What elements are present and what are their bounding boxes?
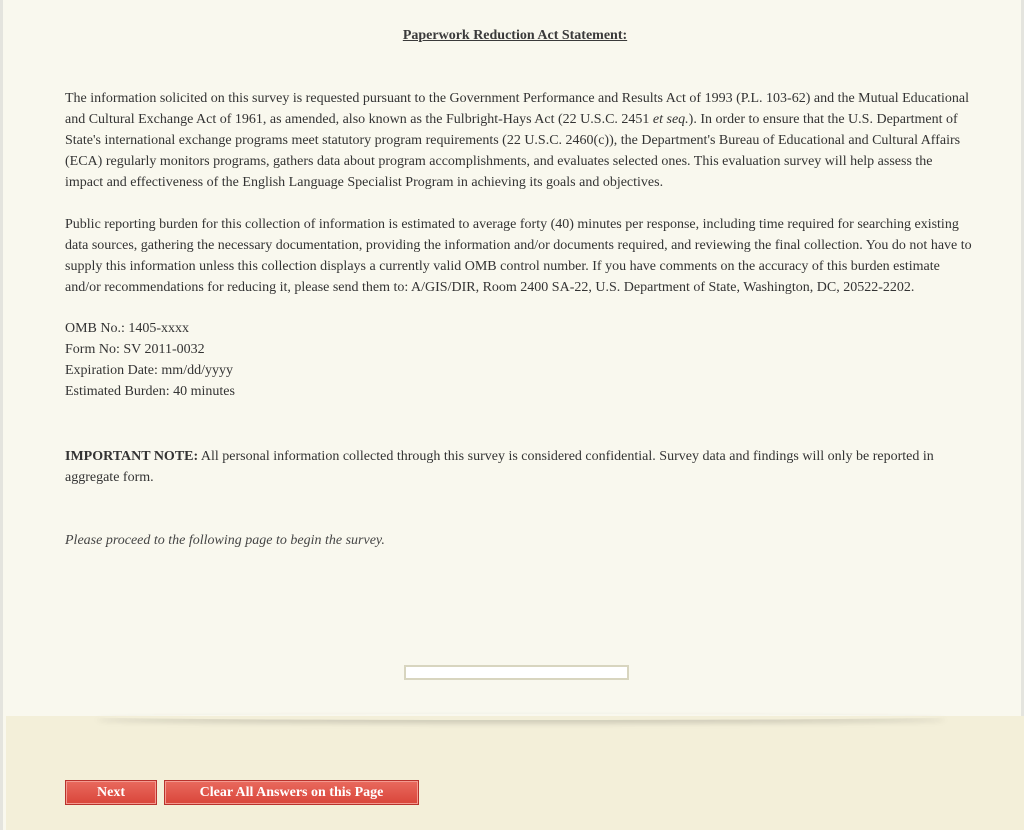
form-number: Form No: SV 2011-0032 — [65, 342, 205, 357]
survey-content — [3, 0, 1021, 716]
expiration-date: Expiration Date: mm/dd/yyyy — [65, 363, 233, 378]
clear-answers-button[interactable]: Clear All Answers on this Page — [164, 780, 419, 805]
form-info-block — [65, 318, 973, 402]
paragraph1-italic: et seq. — [652, 112, 689, 127]
paragraph1-text-b: ). In order to ensure that the U.S. Department of State's international exchange programs meet statutory program requirements (22 U.S.C. 2460(c)), the Department's Bureau of Educational and Cultural Affairs (ECA) regularly monitors programs, gathers data about program accomplishments, and evaluates selected ones. This evaluation survey will help assess the impact and effectiveness of the English Language Specialist Program in achieving its goals and objectives. — [65, 112, 961, 190]
estimated-burden: Estimated Burden: 40 minutes — [65, 384, 235, 399]
progress-bar — [404, 665, 629, 680]
button-footer — [6, 716, 1024, 830]
next-button[interactable]: Next — [65, 780, 157, 805]
important-note-label: IMPORTANT NOTE: — [65, 449, 199, 464]
important-note — [65, 446, 973, 488]
omb-number: OMB No.: 1405-xxxx — [65, 321, 190, 336]
important-note-text: All personal information collected through this survey is considered confidential. Survey data and findings will only be reported in aggregate form. — [65, 449, 934, 485]
burden-statement-paragraph: Public reporting burden for this collection of information is estimated to average forty (40) minutes per response, including time required for searching existing data sources, gathering the necessary documentation, providing the information and/or documents required, and reviewing the final collection. You do not have to supply this information unless this collection displays a currently valid OMB control number. If you have comments on the accuracy of this burden estimate and/or recommendations for reducing it, please send them to: A/GIS/DIR, Room 2400 SA-22, U.S. Department of State, Washington, DC, 20522-2202. — [65, 217, 972, 295]
proceed-instruction: Please proceed to the following page to begin the survey. — [65, 533, 385, 548]
footer-divider-shadow — [96, 714, 946, 720]
paragraph1-text-a: The information solicited on this survey is requested pursuant to the Government Performance and Results Act of 1993 (P.L. 103-62) and the Mutual Educational and Cultural Exchange Act of 1961, as amended, also known as the Fulbright-Hays Act (22 U.S.C. 2451 — [65, 91, 969, 127]
page-title: Paperwork Reduction Act Statement: — [402, 28, 628, 43]
legal-authority-paragraph — [65, 88, 973, 193]
